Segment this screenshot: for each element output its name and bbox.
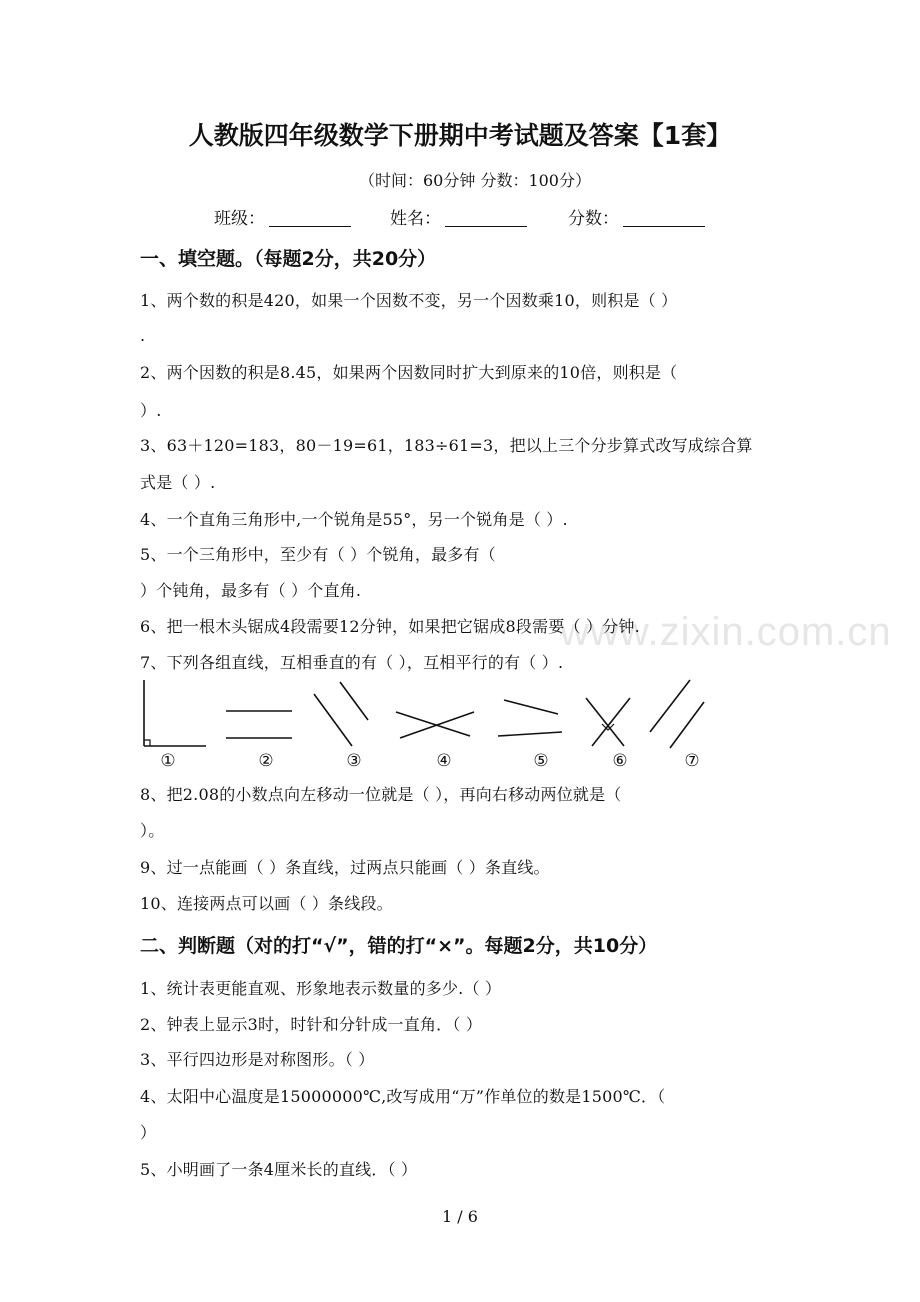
page-title: 人教版四年级数学下册期中考试题及答案【1套】 (188, 121, 732, 150)
figure-label-1: ① (160, 751, 176, 771)
question-line: 式是（ ）. (140, 473, 216, 492)
section1-heading: 一、填空题。（每题2分，共20分） (140, 248, 437, 270)
figure-6-perpendicular-cross (586, 698, 630, 746)
question-line: 10、连接两点可以画（ ）条线段。 (140, 894, 393, 913)
figure-label-5: ⑤ (533, 751, 549, 771)
class-field (214, 204, 351, 229)
question-line: 4、一个直角三角形中,一个锐角是55°，另一个锐角是（ ）. (140, 510, 568, 529)
question-line: 7、下列各组直线，互相垂直的有（ ），互相平行的有（ ）. (140, 653, 564, 672)
figure-label-2: ② (258, 751, 274, 771)
judgement-line: 4、太阳中心温度是15000000℃,改写成用“万”作单位的数是1500℃．（ (140, 1087, 666, 1106)
figure-1-right-angle (144, 680, 206, 746)
figure-label-3: ③ (346, 751, 362, 771)
question-line: 2、两个因数的积是8.45，如果两个因数同时扩大到原来的10倍，则积是（ (140, 363, 678, 382)
question-line: . (140, 326, 146, 345)
class-label: 班级： (214, 209, 265, 229)
score-field (568, 204, 705, 229)
question-line: 6、把一根木头锯成4段需要12分钟，如果把它锯成8段需要（ ）分钟. (140, 617, 640, 636)
figure-2-parallel-lines (226, 711, 292, 738)
judgement-line: 5、小明画了一条4厘米长的直线．（ ） (140, 1160, 418, 1179)
name-label: 姓名： (390, 209, 441, 229)
question-line: ）个钝角，最多有（ ）个直角. (140, 581, 362, 600)
name-blank (445, 208, 527, 227)
name-field (390, 204, 527, 229)
score-blank (623, 208, 705, 227)
watermark: www.zixin.com.cn (560, 610, 892, 654)
judgement-line: 2、钟表上显示3时，时针和分针成一直角．（ ） (140, 1015, 483, 1034)
question-line: 5、一个三角形中，至少有（ ）个锐角，最多有（ (140, 545, 496, 564)
figure-4-crossing-lines (396, 712, 474, 738)
judgement-line: ） (140, 1123, 157, 1142)
figure-5-converging-lines (498, 700, 562, 736)
question-line: 3、63＋120=183，80－19=61，183÷61=3，把以上三个分步算式改写成综合算 (140, 436, 753, 455)
question-line: 9、过一点能画（ ）条直线，过两点只能画（ ）条直线。 (140, 858, 550, 877)
figure-label-4: ④ (436, 751, 452, 771)
question-line: ）. (140, 401, 162, 420)
judgement-line: 3、平行四边形是对称图形。（ ） (140, 1050, 375, 1069)
page-number: 1 / 6 (442, 1207, 478, 1226)
exam-time-score: （时间：60分钟 分数：100分） (359, 171, 591, 190)
question-line: ）。 (140, 821, 165, 840)
judgement-line: 1、统计表更能直观、形象地表示数量的多少.（ ） (140, 979, 502, 998)
figure-3-diagonal-lines (314, 682, 368, 746)
question-line: 8、把2.08的小数点向左移动一位就是（ ），再向右移动两位就是（ (140, 785, 622, 804)
figure-7-parallel-lines (650, 680, 704, 748)
question-line: 1、两个数的积是420，如果一个因数不变，另一个因数乘10，则积是（ ） (140, 291, 678, 310)
line-pairs-figure (130, 676, 730, 772)
figure-label-7: ⑦ (684, 751, 700, 771)
section2-heading: 二、判断题（对的打“√”，错的打“×”。每题2分，共10分） (140, 935, 658, 957)
score-label: 分数： (568, 209, 619, 229)
class-blank (269, 208, 351, 227)
figure-label-6: ⑥ (612, 751, 628, 771)
